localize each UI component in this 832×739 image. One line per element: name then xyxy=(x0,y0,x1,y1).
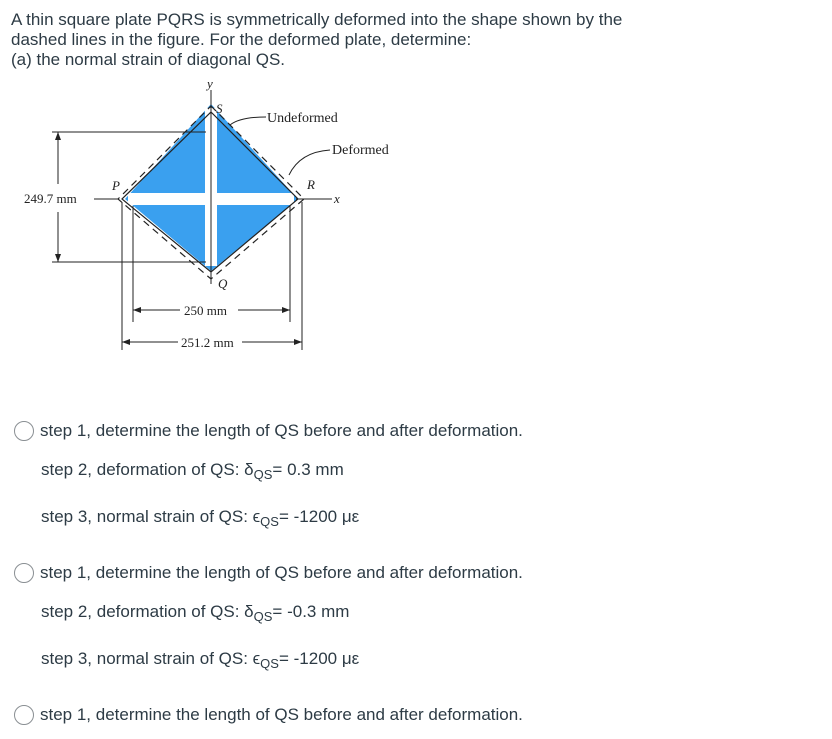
dim-vertical-arrow-top xyxy=(55,132,61,140)
option-2-step-2 xyxy=(41,600,523,624)
option-1-step-3-sub: QS xyxy=(260,513,279,529)
option-2-step-2-value: = -0.3 mm xyxy=(272,602,350,621)
option-1-step-3-prefix: step 3, normal strain of QS: ϵ xyxy=(41,507,261,526)
option-2-step-2-sub: QS xyxy=(253,608,273,624)
option-1-step-3-value: = -1200 με xyxy=(278,507,360,526)
radio-button-option-2[interactable] xyxy=(14,563,34,583)
option-2-step-3 xyxy=(41,647,523,671)
option-1-step-2-sub: QS xyxy=(253,466,273,482)
deformation-figure xyxy=(0,72,420,362)
option-2-step-3-value: = -1200 με xyxy=(278,649,360,668)
option-1-step-2-value: = 0.3 mm xyxy=(272,460,344,479)
option-1-step-2-prefix: step 2, deformation of QS: δ xyxy=(41,460,254,479)
option-2-step-1: step 1, determine the length of QS before and after deformation. xyxy=(40,563,523,582)
undeformed-leader xyxy=(230,117,266,125)
dim-vertical-arrow-bottom xyxy=(55,254,61,262)
answer-option-3[interactable] xyxy=(14,703,523,727)
dim-251-arrow-right xyxy=(294,339,302,345)
dim-251-label: 251.2 mm xyxy=(181,335,234,350)
question-line-2: dashed lines in the figure. For the deformed plate, determine: xyxy=(11,30,472,49)
point-r-label: R xyxy=(307,177,315,192)
dim-251-arrow-left xyxy=(122,339,130,345)
dim-250-arrow-right xyxy=(282,307,290,313)
y-axis-label: y xyxy=(207,76,213,91)
option-1-step-2 xyxy=(41,458,523,482)
point-s-label: S xyxy=(216,101,223,116)
radio-button-option-3[interactable] xyxy=(14,705,34,725)
deformed-label: Deformed xyxy=(332,143,389,158)
question-line-1: A thin square plate PQRS is symmetrically deformed into the shape shown by the xyxy=(11,10,623,29)
x-axis-label: x xyxy=(334,191,340,206)
deformed-leader xyxy=(289,150,330,175)
point-q-label: Q xyxy=(218,276,228,291)
question-text xyxy=(11,10,651,70)
option-1-step-1: step 1, determine the length of QS before and after deformation. xyxy=(40,421,523,440)
option-1-step-3 xyxy=(41,505,523,529)
radio-button-option-1[interactable] xyxy=(14,421,34,441)
option-3-step-1: step 1, determine the length of QS before and after deformation. xyxy=(40,705,523,724)
option-2-step-3-prefix: step 3, normal strain of QS: ϵ xyxy=(41,649,261,668)
option-2-step-2-prefix: step 2, deformation of QS: δ xyxy=(41,602,254,621)
undeformed-label: Undeformed xyxy=(267,111,338,126)
dim-250-arrow-left xyxy=(133,307,141,313)
dim-250-label: 250 mm xyxy=(184,303,227,318)
dim-vertical-label: 249.7 mm xyxy=(24,191,77,206)
point-p-label: P xyxy=(112,178,120,193)
question-line-3: (a) the normal strain of diagonal QS. xyxy=(11,50,286,69)
answer-option-2[interactable] xyxy=(14,561,523,671)
option-2-step-3-sub: QS xyxy=(260,655,279,671)
answer-option-1[interactable] xyxy=(14,419,523,529)
